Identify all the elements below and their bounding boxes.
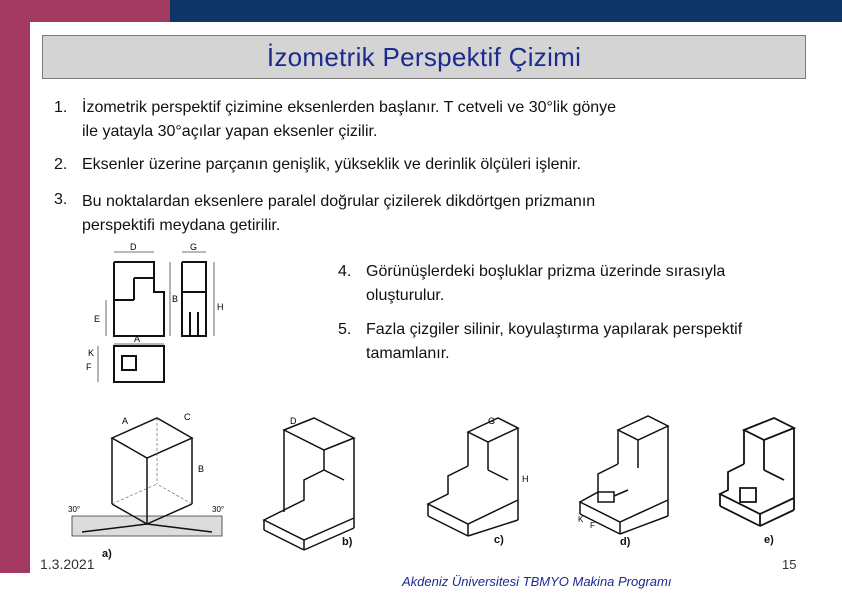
figure-d-drawing	[572, 408, 702, 558]
slide-title-box	[42, 35, 806, 79]
ortho-label-k: K	[88, 348, 95, 358]
list-item-number: 3.	[54, 191, 68, 208]
page-number: 15	[782, 557, 797, 572]
list-item-number: 1.	[54, 99, 68, 116]
figure-c	[418, 410, 548, 560]
list-item-line1: Eksenler üzerine parçanın genişlik, yükseklik ve derinlik ölçüleri işlenir.	[82, 156, 581, 173]
footer-date: 1.3.2021	[40, 556, 95, 572]
figure-b	[254, 410, 384, 560]
figure-d	[572, 408, 702, 558]
top-header-band	[170, 0, 842, 22]
list-item-4	[338, 262, 818, 306]
fig-a-caption: a)	[102, 548, 112, 560]
list-item-line2: oluşturulur.	[366, 287, 445, 304]
list-item-5	[338, 320, 828, 364]
fig-c-caption: c)	[494, 534, 504, 546]
figure-a	[62, 404, 242, 568]
orthographic-views-figure	[82, 240, 242, 390]
fig-a-label-c: C	[184, 412, 191, 422]
list-item-line1: Fazla çizgiler silinir, koyulaştırma yapılarak perspektif	[366, 321, 743, 338]
list-item-number: 2.	[54, 156, 68, 173]
footer-source: Akdeniz Üniversitesi TBMYO Makina Programı	[402, 574, 672, 589]
fig-b-label-d: D	[290, 416, 297, 426]
list-item-line1: Bu noktalardan eksenlere paralel doğrular çizilerek dikdörtgen prizmanın	[82, 193, 596, 210]
list-item-1	[54, 98, 814, 140]
list-item-3	[54, 190, 814, 234]
fig-c-label-g: G	[488, 416, 496, 426]
fig-d-label-f: F	[590, 521, 595, 530]
figure-c-drawing	[418, 410, 548, 560]
fig-a-angle-right: 30°	[212, 505, 225, 514]
figure-a-drawing	[62, 404, 242, 568]
fig-c-label-h: H	[522, 474, 529, 484]
list-item-number: 4.	[338, 263, 352, 280]
fig-e-caption: e)	[764, 534, 774, 546]
figure-e-drawing	[714, 410, 834, 556]
list-item-line2: perspektifi meydana getirilir.	[82, 217, 281, 234]
list-item-line2: tamamlanır.	[366, 345, 450, 362]
ortho-label-a: A	[134, 334, 141, 344]
list-item-2	[54, 155, 814, 177]
list-item-line1: İzometrik perspektif çizimine eksenlerden başlanır. T cetveli ve 30°lik gönye	[82, 99, 617, 116]
fig-d-caption: d)	[620, 536, 631, 548]
ortho-label-f: F	[86, 362, 92, 372]
left-accent-band	[0, 22, 30, 595]
ortho-label-b: B	[172, 294, 179, 304]
fig-a-label-a: A	[122, 416, 129, 426]
ortho-label-g: G	[190, 242, 198, 252]
figure-e	[714, 410, 834, 556]
fig-a-angle-left: 30°	[68, 505, 81, 514]
top-left-accent-band	[0, 0, 170, 22]
fig-d-label-k: K	[578, 515, 584, 524]
list-item-number: 5.	[338, 321, 352, 338]
orthographic-views-drawing	[82, 240, 242, 390]
ortho-label-e: E	[94, 314, 101, 324]
slide-title: İzometrik Perspektif Çizimi	[266, 41, 582, 72]
ortho-label-d: D	[130, 242, 137, 252]
list-item-line1: Görünüşlerdeki boşluklar prizma üzerinde sırasıyla	[366, 263, 726, 280]
fig-b-caption: b)	[342, 536, 353, 548]
fig-a-label-b: B	[198, 464, 205, 474]
list-item-line2: ile yatayla 30°açılar yapan eksenler çizilir.	[82, 123, 378, 140]
figure-b-drawing	[254, 410, 384, 560]
ortho-label-h: H	[217, 302, 224, 312]
